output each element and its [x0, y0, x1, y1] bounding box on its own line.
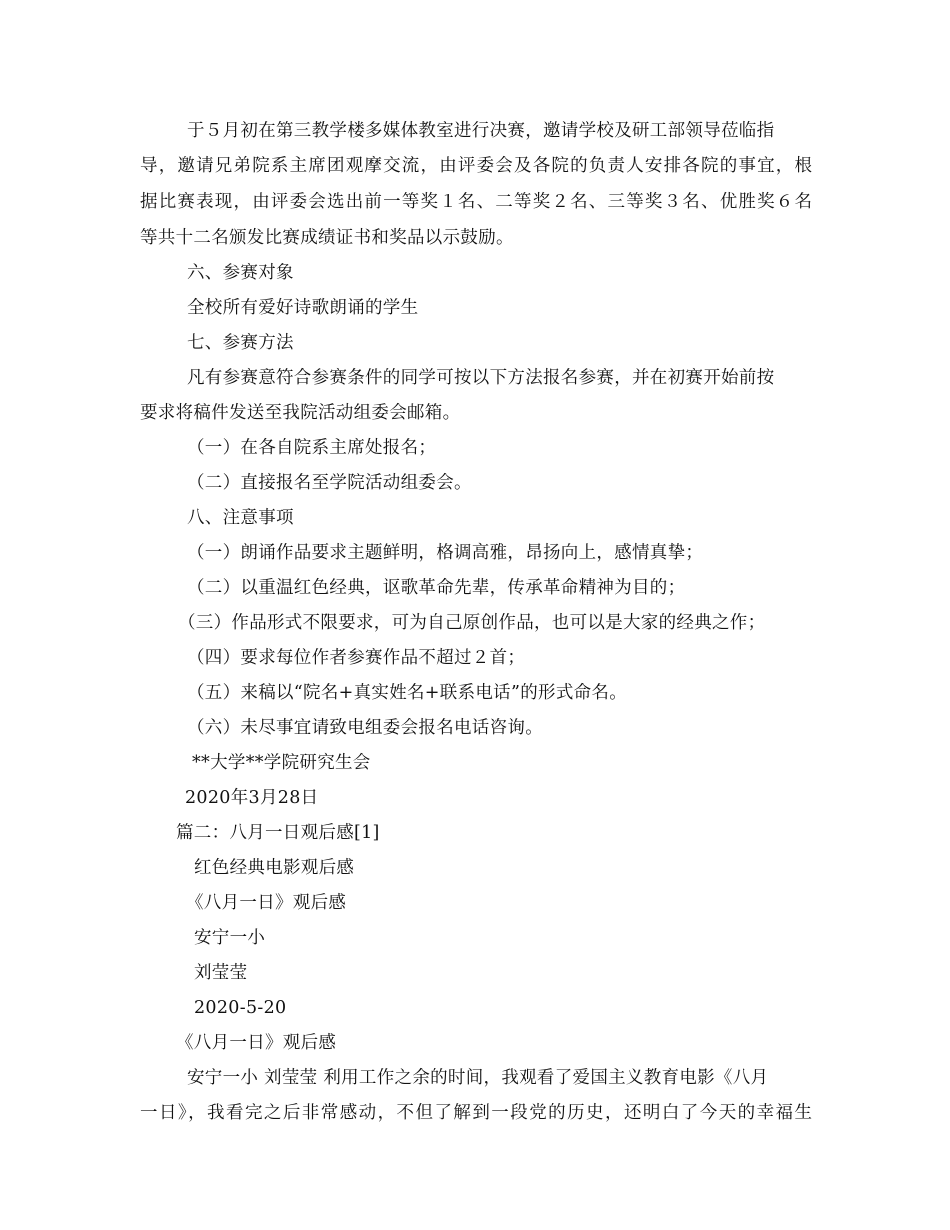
section-heading: 七、参赛方法: [187, 333, 294, 353]
paragraph-line: 安宁一小 刘莹莹 利用工作之余的时间，我观看了爱国主义教育电影《八月: [187, 1068, 769, 1088]
list-item: （六）未尽事宜请致电组委会报名电话咨询。: [187, 718, 543, 738]
section-body: 全校所有爱好诗歌朗诵的学生: [187, 298, 419, 318]
essay-author: 刘莹莹: [194, 963, 248, 983]
list-item: （三）作品形式不限要求，可为自己原创作品，也可以是大家的经典之作；: [178, 613, 766, 633]
paragraph-line: 导，邀请兄弟院系主席团观摩交流，由评委会及各院的负责人安排各院的事宜，根: [140, 156, 812, 176]
signature-org: **大学**学院研究生会: [192, 753, 371, 773]
list-item: （五）来稿以“院名+真实姓名+联系电话”的形式命名。: [187, 683, 628, 703]
essay-school: 安宁一小: [194, 928, 266, 948]
list-item: （二）以重温红色经典，讴歌革命先辈，传承革命精神为目的；: [187, 578, 686, 598]
essay-title-repeat: 《八月一日》观后感: [176, 1033, 337, 1053]
paragraph-line: 要求将稿件发送至我院活动组委会邮箱。: [140, 403, 461, 423]
essay-title: 红色经典电影观后感: [194, 858, 355, 878]
paragraph-line: 一日》，我看完之后非常感动，不但了解到一段党的历史，还明白了今天的幸福生: [140, 1103, 812, 1123]
list-item: （二）直接报名至学院活动组委会。: [187, 473, 472, 493]
section-heading: 六、参赛对象: [187, 263, 294, 283]
essay-date: 2020-5-20: [194, 998, 287, 1018]
part-heading: 篇二：八月一日观后感[1]: [176, 823, 380, 843]
list-item: （四）要求每位作者参赛作品不超过２首；: [187, 648, 526, 668]
paragraph-line: 于５月初在第三教学楼多媒体教室进行决赛，邀请学校及研工部领导莅临指: [187, 121, 775, 141]
list-item: （一）在各自院系主席处报名；: [187, 438, 437, 458]
signature-date: 2020年3月28日: [185, 788, 319, 808]
list-item: （一）朗诵作品要求主题鲜明，格调高雅，昂扬向上，感情真挚；: [187, 543, 704, 563]
essay-subtitle: 《八月一日》观后感: [186, 893, 347, 913]
paragraph-line: 等共十二名颁发比赛成绩证书和奖品以示鼓励。: [140, 228, 514, 248]
paragraph-line: 据比赛表现，由评委会选出前一等奖１名、二等奖２名、三等奖３名、优胜奖６名: [140, 192, 812, 212]
paragraph-line: 凡有参赛意符合参赛条件的同学可按以下方法报名参赛，并在初赛开始前按: [187, 368, 775, 388]
section-heading: 八、注意事项: [187, 508, 294, 528]
